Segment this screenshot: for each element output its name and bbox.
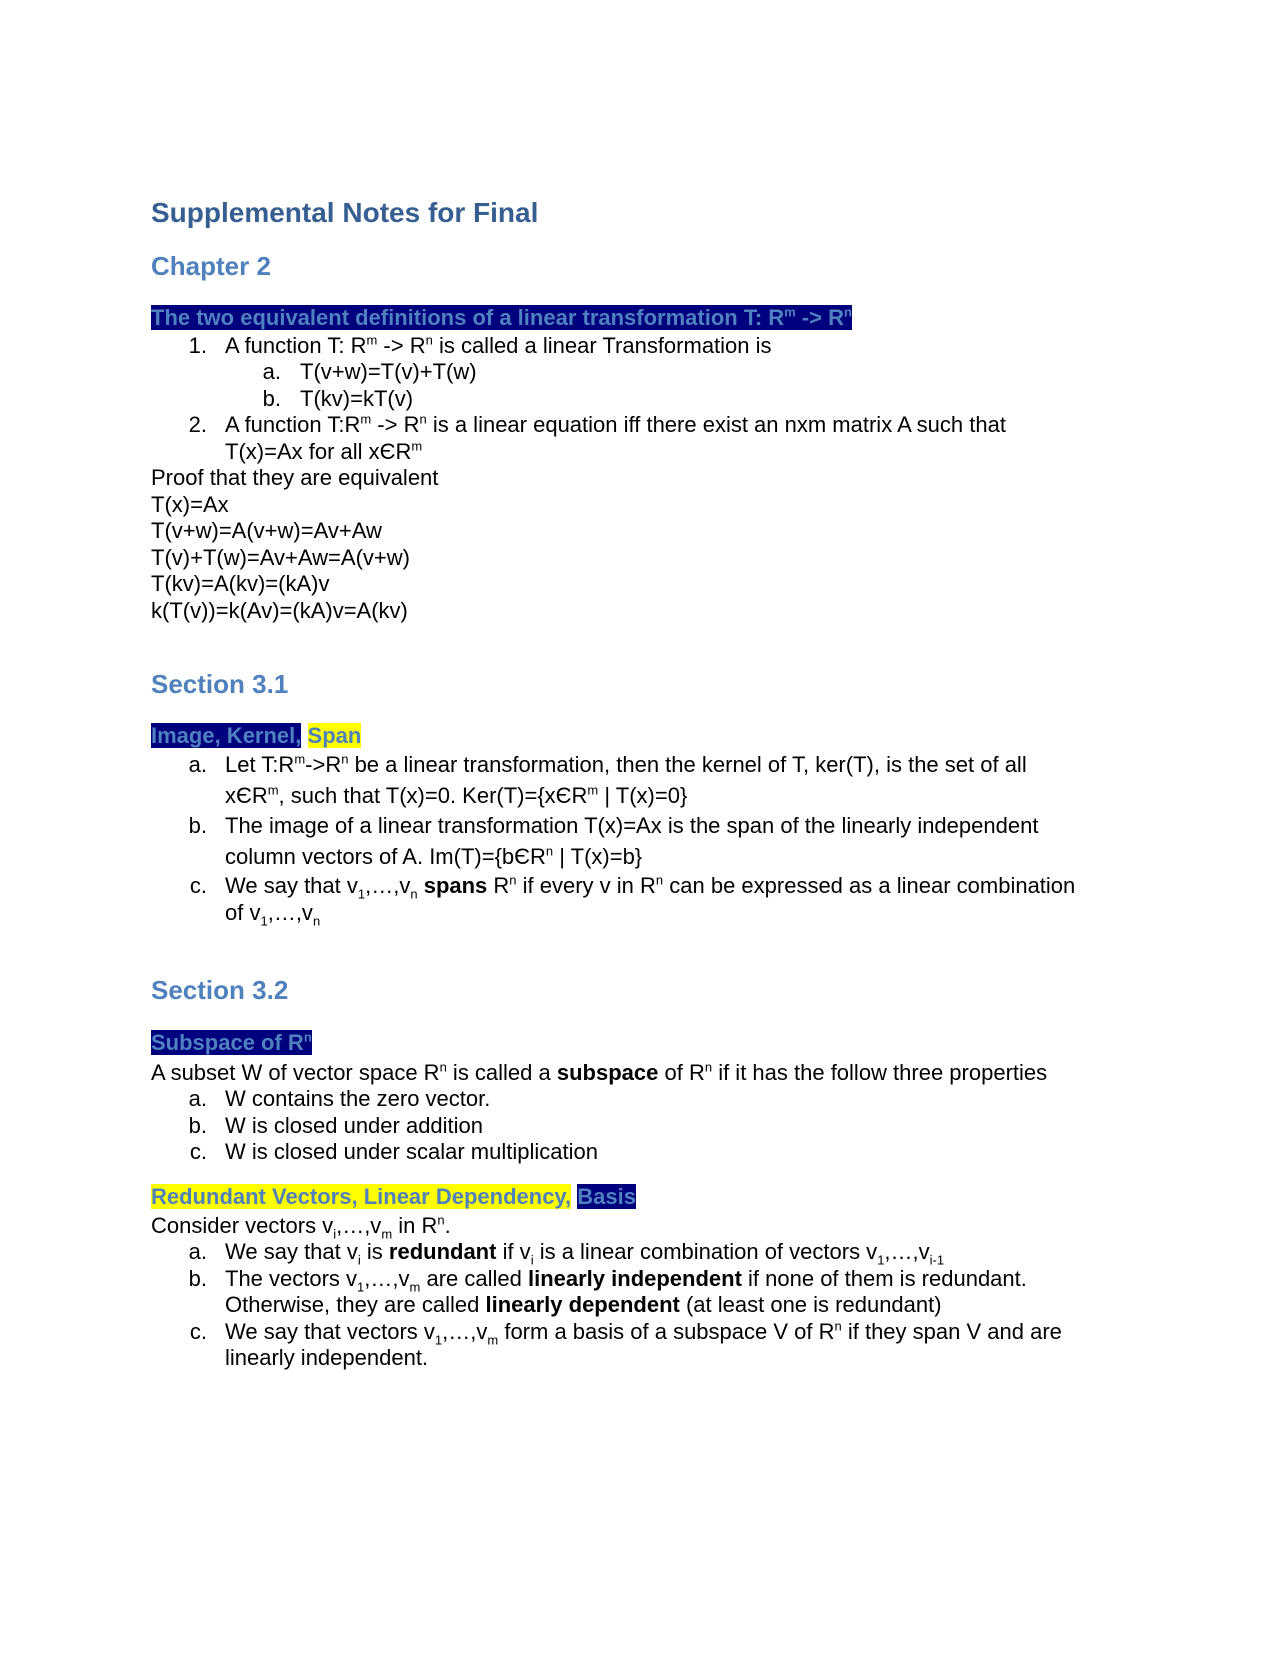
proof-line-4: T(v)+T(w)=Av+Aw=A(v+w)	[151, 544, 410, 570]
linear-independence-definition: b. The vectors $v_1,\dots,v_m$ are called linearly independent if none of them is redundant. Otherwise, they are called linearly dependent (at least one is redundant)	[188, 1265, 1027, 1318]
document-title: Supplemental Notes for Final	[151, 197, 539, 228]
basis-definition: c. We say that vectors $v_1,\dots,v_m$ form a basis of a subspace V of $R^n$ if they span V and are linearly independent.	[189, 1318, 1062, 1371]
image-kernel-span-topic: Image, Kernel, Span	[151, 723, 362, 749]
proof-line-2: T(x)=Ax	[151, 491, 229, 517]
definition-2: 2. A function $T:R^m -> R^n$ is a linear equation iff there exist an nxm matrix A such that T(x)=Ax for all xЄR$^m$	[188, 411, 1006, 464]
section-3-1-heading: Section 3.1	[151, 669, 289, 700]
kernel-definition: a. Let $T:R^m->R^n$ be a linear transformation, then the kernel of T, ker(T), is the set of all xЄR$^m$, such that T(x)=0. Ker(T)={xЄR$^m$ | T(x)=0}	[188, 752, 1027, 808]
definition-1b: b. T(kv)=kT(v)	[262, 385, 414, 411]
subspace-property-a: a. W contains the zero vector.	[188, 1086, 491, 1112]
subspace-property-c: c. W is closed under scalar multiplication	[189, 1139, 598, 1165]
proof-line-3: T(v+w)=A(v+w)=Av+Aw	[151, 518, 382, 544]
proof-line-5: T(kv)=A(kv)=(kA)v	[151, 571, 330, 597]
redundant-definition: a. We say that $v_i$ is redundant if $v_i$ is a linear combination of vectors $v_1,\dots,v_{i-1}$	[188, 1239, 945, 1268]
subspace-intro: A subset W of vector space $R^n$ is called a subspace of $R^n$ if it has the follow three properties	[151, 1059, 1048, 1085]
section-3-2-heading: Section 3.2	[151, 975, 289, 1006]
definition-1: 1. A function T: $R^m -> R^n$ is called a linear Transformation is	[188, 332, 772, 358]
redundant-vectors-topic: Redundant Vectors, Linear Dependency, Basis	[151, 1183, 636, 1209]
subspace-topic: Subspace of $R^n$	[151, 1029, 312, 1055]
proof-line-1: Proof that they are equivalent	[151, 465, 439, 491]
chapter-2-heading: Chapter 2	[151, 250, 271, 281]
linear-transformation-topic: The two equivalent definitions of a linear transformation T: $R^m -> R^n$	[151, 304, 852, 330]
span-definition: c. We say that $v_1,\dots,v_n$ spans $R^n$ if every v in $R^n$ can be expressed as a linear combination of $v_1,\dots,v_n$	[189, 873, 1076, 929]
proof-line-6: k(T(v))=k(Av)=(kA)v=A(kv)	[151, 597, 408, 623]
subspace-property-b: b. W is closed under addition	[188, 1112, 484, 1138]
image-definition: b. The image of a linear transformation T(x)=Ax is the span of the linearly independent column vectors of A. Im(T)={bЄR$^n$ | T(x)=b}	[188, 813, 1039, 869]
document-page	[151, 196, 1131, 1372]
definition-1a: a. T(v+w)=T(v)+T(w)	[262, 359, 477, 385]
consider-vectors: Consider vectors $v_i,\dots,v_m$ in $R^n$.	[151, 1212, 451, 1242]
